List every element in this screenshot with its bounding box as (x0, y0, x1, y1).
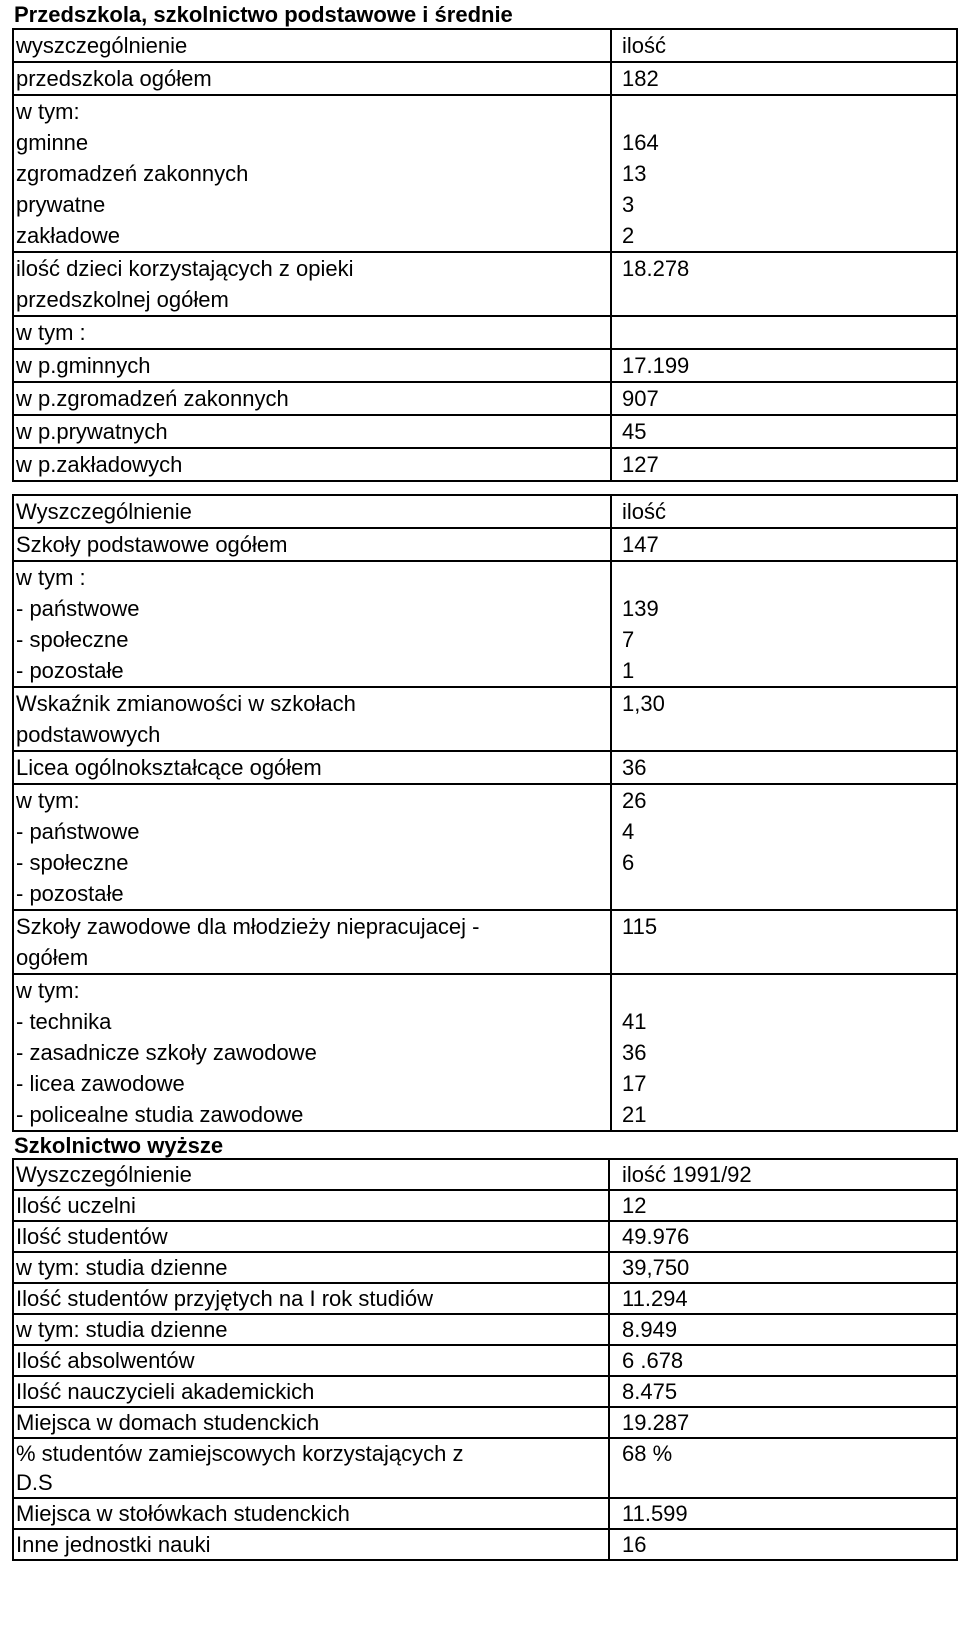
row-value: ilość (622, 33, 667, 58)
higher-education-heading: Szkolnictwo wyższe (14, 1133, 224, 1158)
table-row (14, 253, 956, 317)
row-label: w p.prywatnych (14, 416, 612, 447)
table-row (14, 1530, 956, 1559)
preschool-table (12, 28, 958, 482)
table-row (14, 1315, 956, 1346)
row-label: Ilość studentów przyjętych na I rok studiów (14, 1284, 610, 1313)
row-label: Szkoły zawodowe dla młodzieży niepracujacej - ogółem (14, 911, 612, 973)
row-value: 49.976 (622, 1224, 690, 1249)
table-row (14, 1439, 956, 1499)
table-row (14, 30, 956, 63)
schools-table (12, 494, 958, 1132)
row-label: w p.gminnych (14, 350, 612, 381)
row-label: Ilość uczelni (14, 1191, 610, 1220)
table-row (14, 1160, 956, 1191)
row-label: Miejsca w domach studenckich (14, 1408, 610, 1437)
table-row (14, 529, 956, 562)
row-label: ilość dzieci korzystających z opieki przedszkolnej ogółem (14, 253, 612, 315)
row-label: w tym: - technika - zasadnicze szkoły zawodowe - licea zawodowe - policealne studia zawodowe (14, 975, 612, 1130)
table-row (14, 911, 956, 975)
row-label: wyszczególnienie (14, 30, 612, 61)
row-value: 147 (622, 532, 659, 557)
row-value: 127 (622, 452, 659, 477)
row-value: 41 36 17 21 (622, 1009, 647, 1127)
row-value: 8.949 (622, 1317, 678, 1342)
row-value: 11.294 (622, 1286, 688, 1311)
row-label: w tym: studia dzienne (14, 1253, 610, 1282)
table-row (14, 96, 956, 253)
row-value: 16 (622, 1532, 647, 1557)
row-value: ilość 1991/92 (622, 1162, 752, 1187)
row-label: w tym: - państwowe - społeczne - pozostałe (14, 785, 612, 909)
table-row (14, 1346, 956, 1377)
table-row (14, 1499, 956, 1530)
table-row (14, 1191, 956, 1222)
table-row (14, 416, 956, 449)
higher-education-table (12, 1158, 958, 1561)
row-value: 139 7 1 (622, 596, 659, 683)
row-label: w p.zgromadzeń zakonnych (14, 383, 612, 414)
row-label: Miejsca w stołówkach studenckich (14, 1499, 610, 1528)
row-value: 19.287 (622, 1410, 690, 1435)
row-label: Ilość studentów (14, 1222, 610, 1251)
table-row (14, 496, 956, 529)
row-value: 45 (622, 419, 647, 444)
row-value: 115 (622, 914, 658, 939)
row-label: Wyszczególnienie (14, 496, 612, 527)
table-row (14, 688, 956, 752)
row-value: 907 (622, 386, 659, 411)
row-label: Inne jednostki nauki (14, 1530, 610, 1559)
table-row (14, 975, 956, 1130)
row-label: Wyszczególnienie (14, 1160, 610, 1189)
row-label: przedszkola ogółem (14, 63, 612, 94)
row-value (612, 317, 956, 348)
table-row (14, 1284, 956, 1315)
row-label: w tym: studia dzienne (14, 1315, 610, 1344)
row-label: w tym : (14, 317, 612, 348)
row-label: Wskaźnik zmianowości w szkołach podstawowych (14, 688, 612, 750)
row-label: Ilość absolwentów (14, 1346, 610, 1375)
table-row (14, 350, 956, 383)
row-label: w tym: gminne zgromadzeń zakonnych prywatne zakładowe (14, 96, 612, 251)
table-row (14, 752, 956, 785)
row-value: 11.599 (622, 1501, 688, 1526)
row-value: 164 13 3 2 (622, 130, 659, 248)
row-value: 26 4 6 (622, 788, 647, 875)
row-label: Ilość nauczycieli akademickich (14, 1377, 610, 1406)
row-value: 1,30 (622, 691, 665, 716)
row-label: % studentów zamiejscowych korzystających z D.S (14, 1439, 610, 1497)
table-row (14, 1222, 956, 1253)
row-value: 12 (622, 1193, 647, 1218)
table-row (14, 63, 956, 96)
row-label: w tym : - państwowe - społeczne - pozostałe (14, 562, 612, 686)
table-row (14, 449, 956, 480)
table-row (14, 1253, 956, 1284)
table-row (14, 317, 956, 350)
preschool-section-heading: Przedszkola, szkolnictwo podstawowe i średnie (14, 2, 513, 27)
row-value: ilość (622, 499, 667, 524)
row-label: Licea ogólnokształcące ogółem (14, 752, 612, 783)
row-value: 68 % (622, 1441, 673, 1466)
table-row (14, 383, 956, 416)
row-value: 17.199 (622, 353, 690, 378)
row-label: Szkoły podstawowe ogółem (14, 529, 612, 560)
table-row (14, 1377, 956, 1408)
row-value: 36 (622, 755, 647, 780)
row-label: w p.zakładowych (14, 449, 612, 480)
table-row (14, 1408, 956, 1439)
row-value: 18.278 (622, 256, 690, 281)
row-value: 182 (622, 66, 659, 91)
table-row (14, 562, 956, 688)
table-row (14, 785, 956, 911)
row-value: 39,750 (622, 1255, 690, 1280)
row-value: 8.475 (622, 1379, 678, 1404)
row-value: 6 .678 (622, 1348, 684, 1373)
